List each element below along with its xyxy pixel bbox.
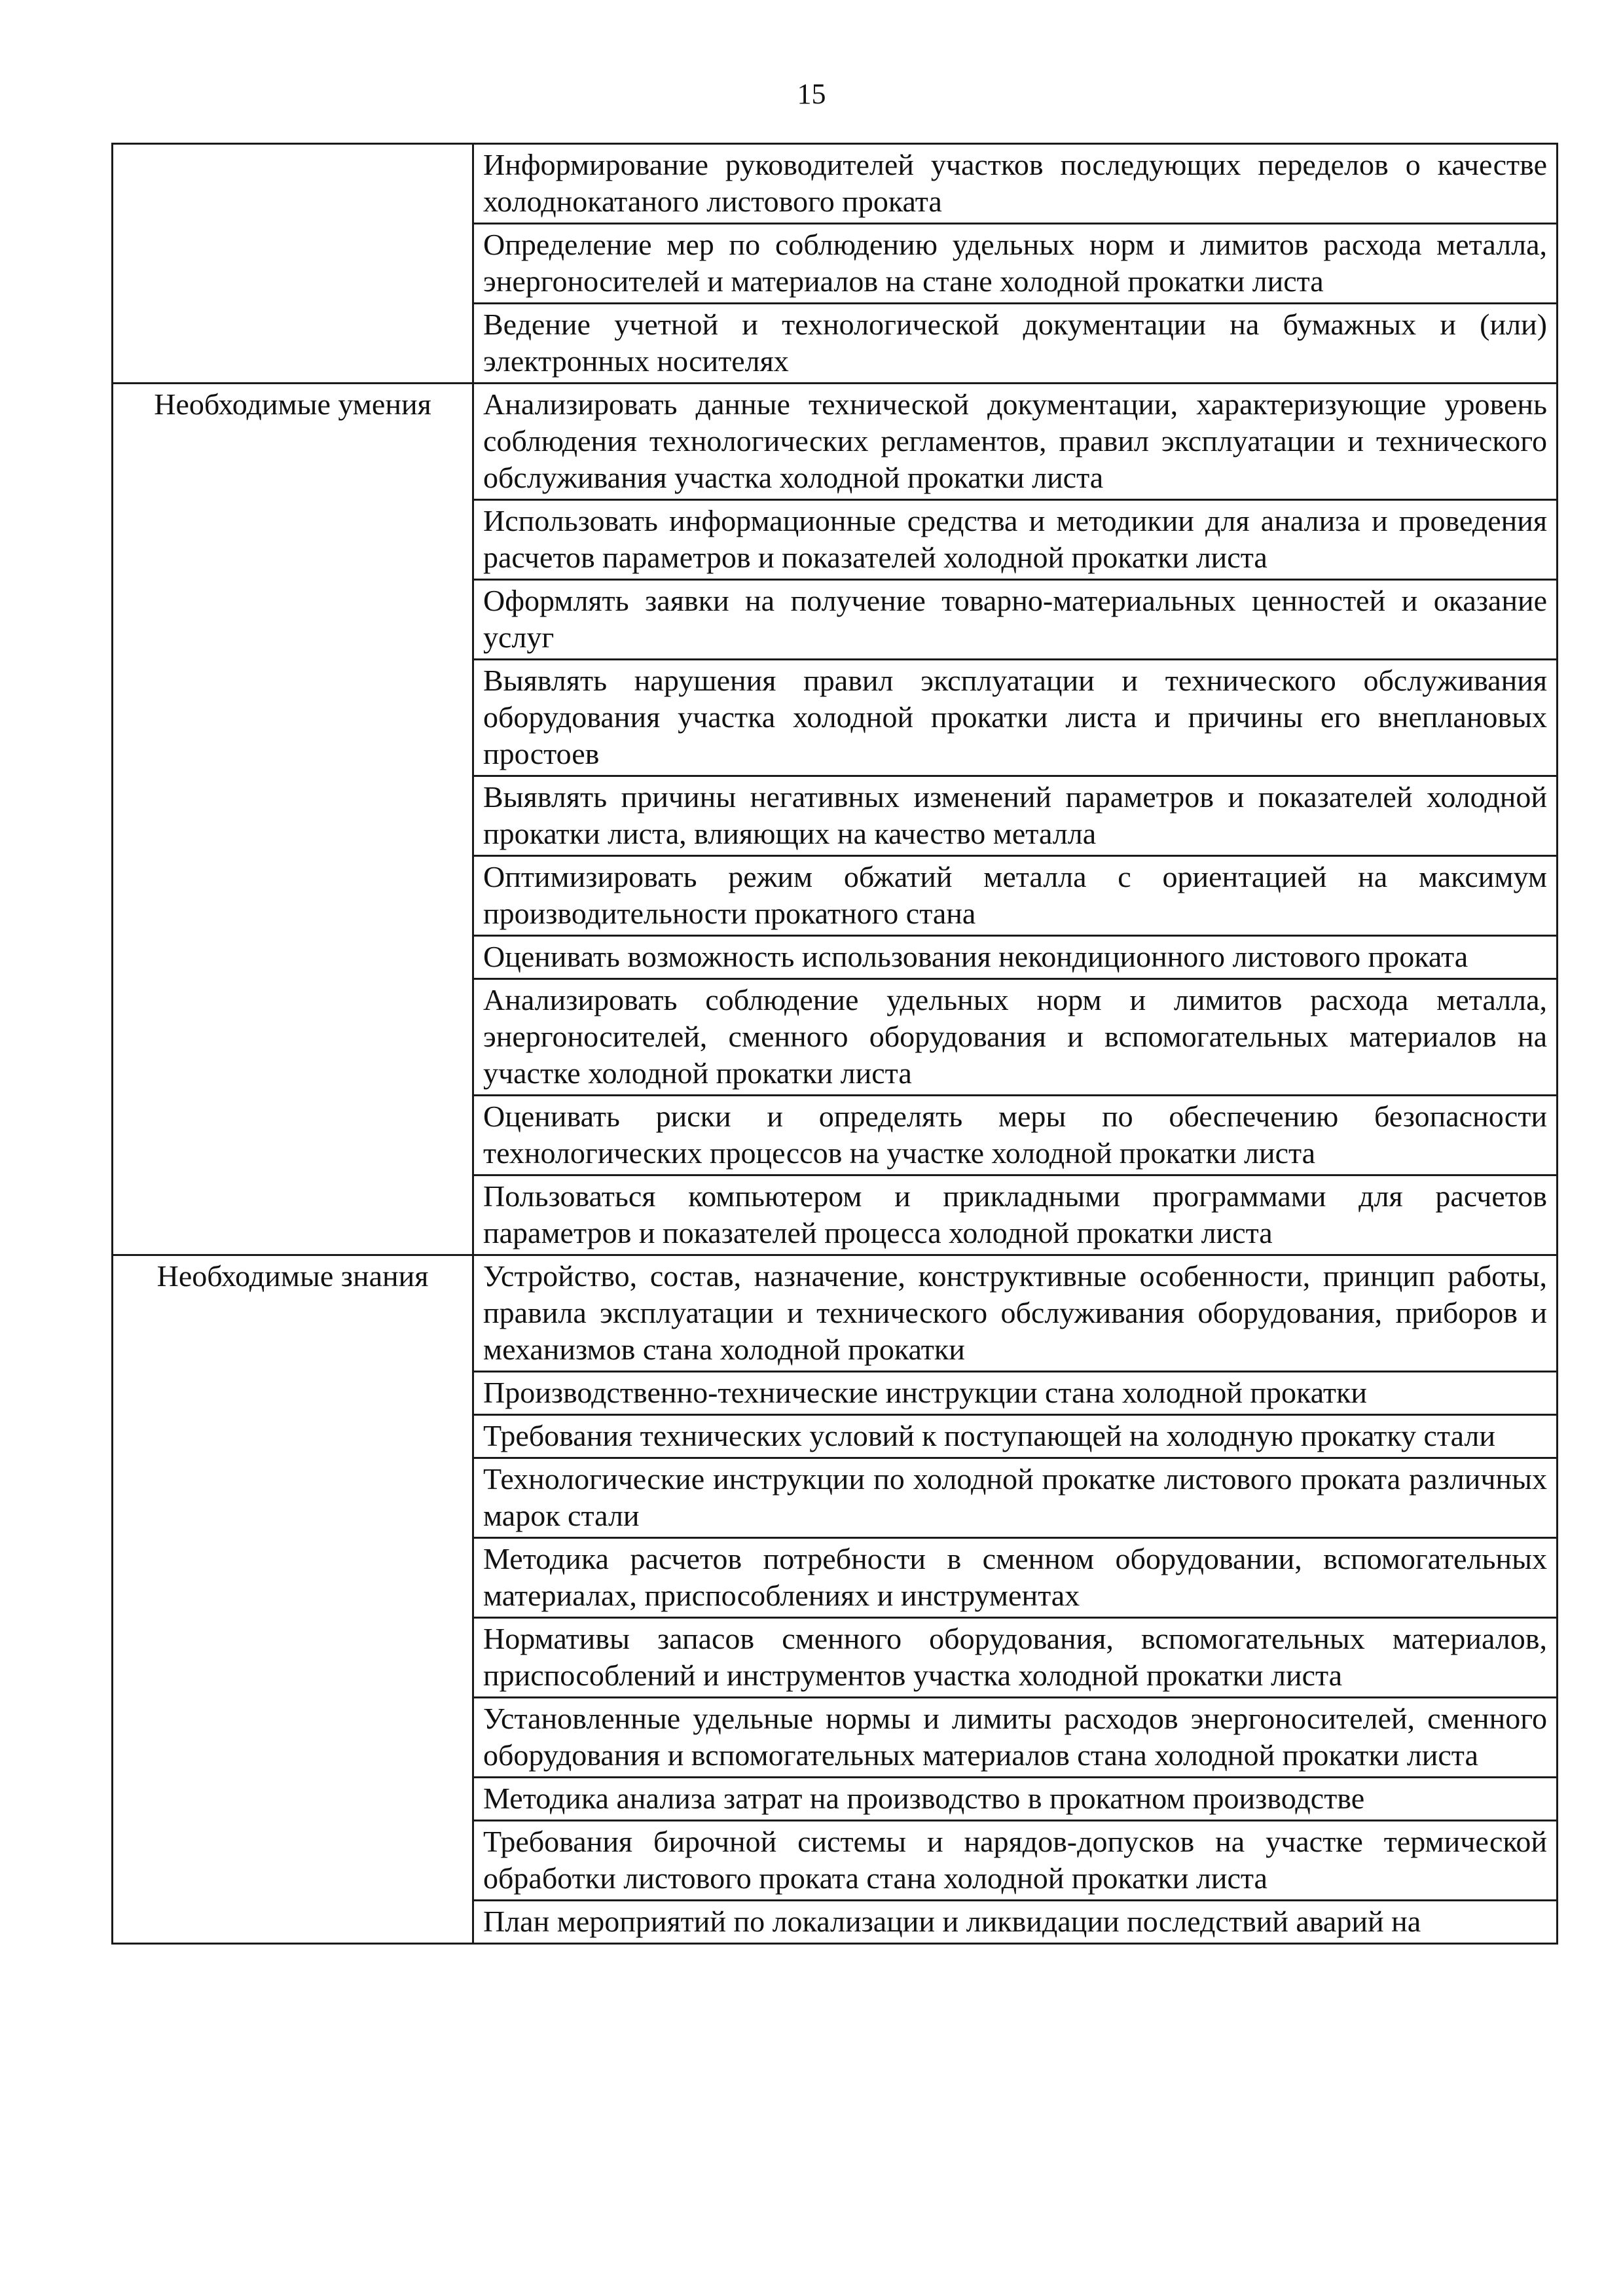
table-row	[113, 144, 1558, 224]
table-cell: План мероприятий по локализации и ликвидации последствий аварий на	[473, 1901, 1558, 1944]
table-cell: Производственно-технические инструкции стана холодной прокатки	[473, 1372, 1558, 1415]
table-cell: Методика анализа затрат на производство в прокатном производстве	[473, 1778, 1558, 1821]
table-cell: Выявлять причины негативных изменений параметров и показателей холодной прокатки листа, влияющих на качество металла	[473, 776, 1558, 856]
table-cell: Использовать информационные средства и методикии для анализа и проведения расчетов параметров и показателей холодной прокатки листа	[473, 500, 1558, 580]
table-row	[113, 1255, 1558, 1372]
table-cell: Требования бирочной системы и нарядов-допусков на участке термической обработки листового проката стана холодной прокатки листа	[473, 1821, 1558, 1901]
competency-table	[111, 143, 1558, 1945]
table-cell: Требования технических условий к поступающей на холодную прокатку стали	[473, 1415, 1558, 1458]
table-cell: Анализировать соблюдение удельных норм и лимитов расхода металла, энергоносителей, сменного оборудования и вспомогательных материалов на участке холодной прокатки листа	[473, 979, 1558, 1096]
table-cell: Оценивать риски и определять меры по обеспечению безопасности технологических процессов на участке холодной прокатки листа	[473, 1096, 1558, 1175]
table-cell: Информирование руководителей участков последующих переделов о качестве холоднокатаного листового проката	[473, 144, 1558, 224]
table-cell: Анализировать данные технической документации, характеризующие уровень соблюдения технологических регламентов, правил эксплуатации и технического обслуживания участка холодной прокатки листа	[473, 384, 1558, 500]
table-cell: Установленные удельные нормы и лимиты расходов энергоносителей, сменного оборудования и вспомогательных материалов стана холодной прокатки листа	[473, 1698, 1558, 1778]
table-cell: Устройство, состав, назначение, конструктивные особенности, принцип работы, правила эксплуатации и технического обслуживания оборудования, приборов и механизмов стана холодной прокатки	[473, 1255, 1558, 1372]
table-cell: Определение мер по соблюдению удельных норм и лимитов расхода металла, энергоносителей и материалов на стане холодной прокатки листа	[473, 224, 1558, 304]
table-row	[113, 384, 1558, 500]
table-cell: Оценивать возможность использования некондиционного листового проката	[473, 936, 1558, 979]
section-label-knowledge: Необходимые знания	[113, 1255, 473, 1944]
table-cell: Оптимизировать режим обжатий металла с ориентацией на максимум производительности прокатного стана	[473, 856, 1558, 936]
table-cell: Пользоваться компьютером и прикладными программами для расчетов параметров и показателей процесса холодной прокатки листа	[473, 1175, 1558, 1255]
table-cell: Выявлять нарушения правил эксплуатации и технического обслуживания оборудования участка холодной прокатки листа и причины его внеплановых простоев	[473, 660, 1558, 776]
section-label-skills: Необходимые умения	[113, 384, 473, 1255]
table-cell: Оформлять заявки на получение товарно-материальных ценностей и оказание услуг	[473, 580, 1558, 660]
table-cell: Ведение учетной и технологической документации на бумажных и (или) электронных носителях	[473, 304, 1558, 384]
table-cell: Методика расчетов потребности в сменном оборудовании, вспомогательных материалах, приспособлениях и инструментах	[473, 1538, 1558, 1618]
table-cell: Нормативы запасов сменного оборудования, вспомогательных материалов, приспособлений и инструментов участка холодной прокатки листа	[473, 1618, 1558, 1698]
table-cell: Технологические инструкции по холодной прокатке листового проката различных марок стали	[473, 1458, 1558, 1538]
section-label	[113, 144, 473, 384]
page-number: 15	[797, 78, 826, 110]
